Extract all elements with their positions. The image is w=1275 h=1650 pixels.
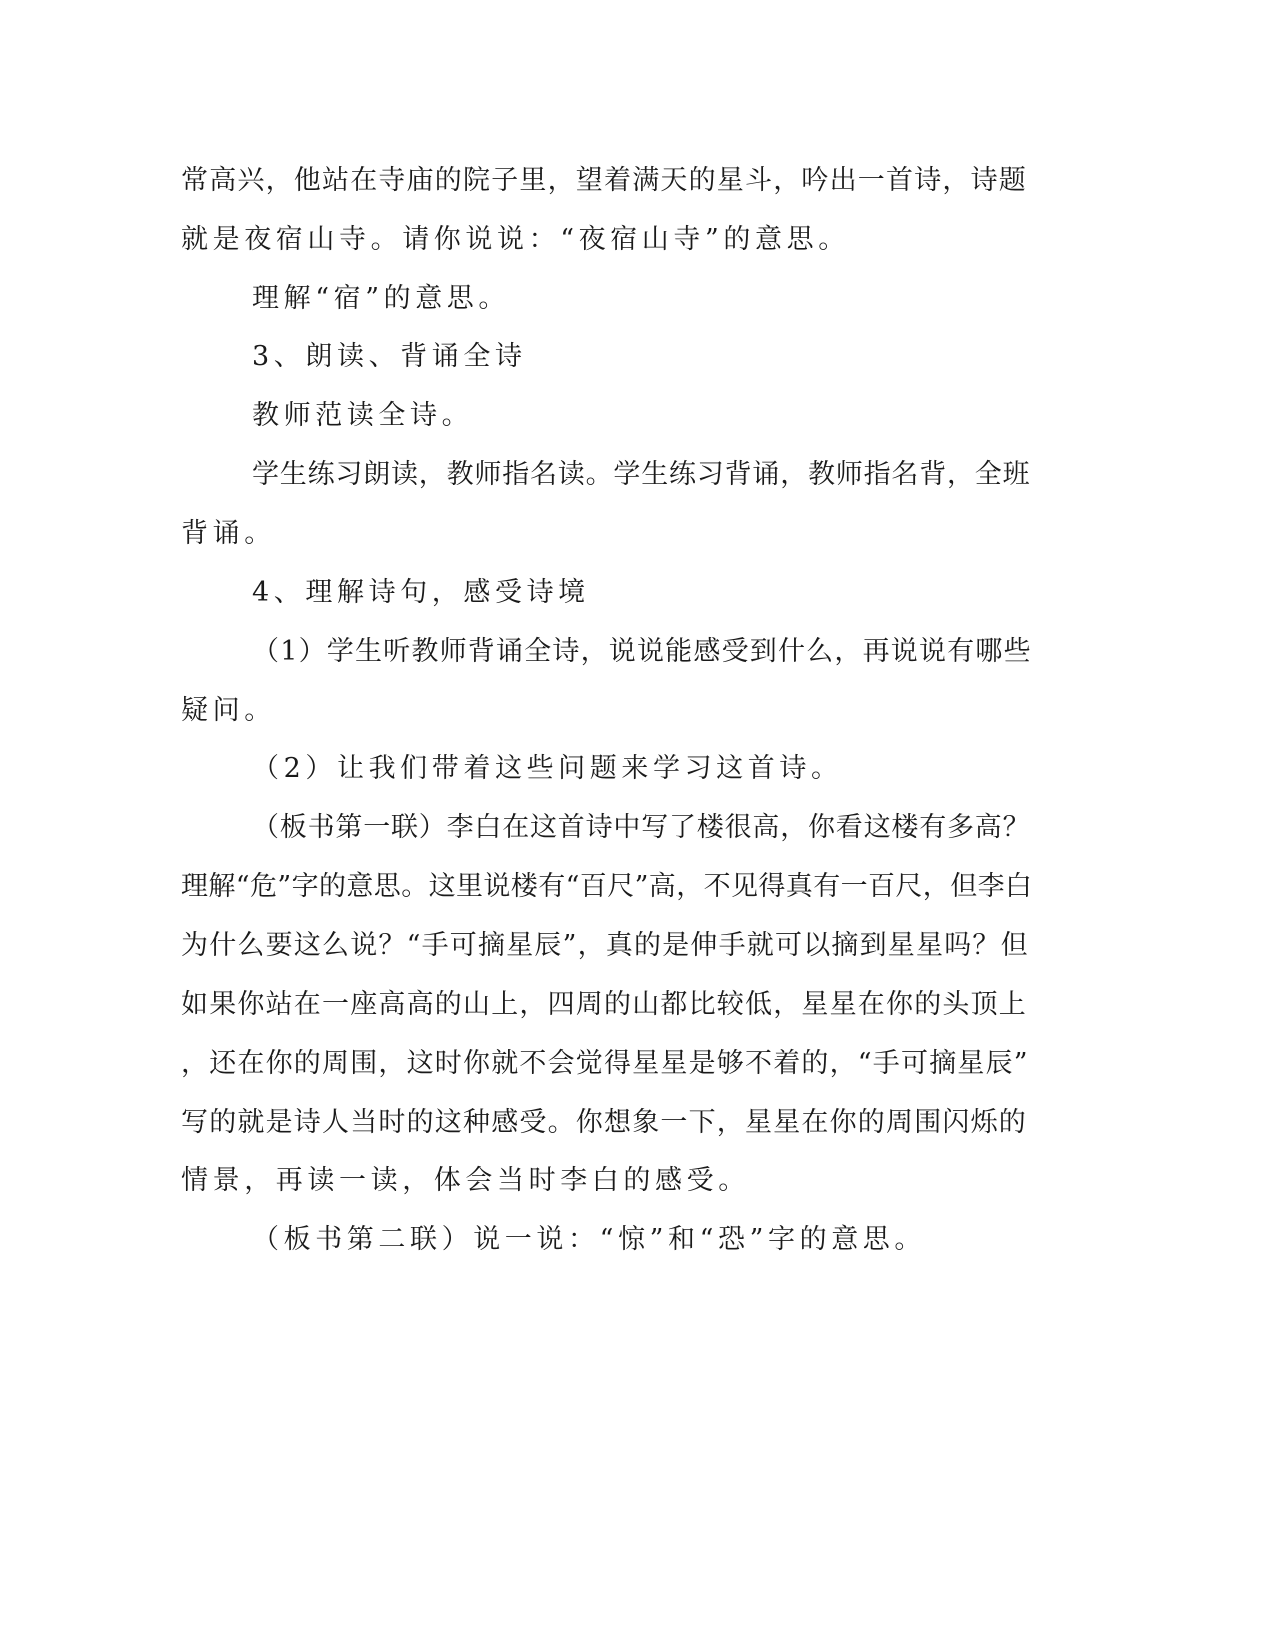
text-line-9: （1）学生听教师背诵全诗，说说能感受到什么，再说说有哪些 [252,636,1032,667]
text-line-3: 理解“宿”的意思。 [252,283,511,314]
text-line-14: 为什么要这么说？“手可摘星辰”，真的是伸手就可以摘到星星吗？但 [181,930,1029,961]
text-line-2: 就是夜宿山寺。请你说说：“夜宿山寺”的意思。 [181,224,850,255]
text-line-1: 常高兴，他站在寺庙的院子里，望着满天的星斗，吟出一首诗，诗题 [181,165,1027,196]
text-line-13: 理解“危”字的意思。这里说楼有“百尺”高，不见得真有一百尺，但李白 [181,871,1033,902]
text-line-7: 背诵。 [181,518,276,549]
text-line-17: 写的就是诗人当时的这种感受。你想象一下，星星在你的周围闪烁的 [181,1107,1027,1138]
text-line-12: （板书第一联）李白在这首诗中写了楼很高，你看这楼有多高？ [252,812,1031,843]
text-line-6: 学生练习朗读，教师指名读。学生练习背诵，教师指名背，全班 [252,459,1031,490]
text-line-4: 3、朗读、背诵全诗 [252,341,527,372]
text-line-10: 疑问。 [181,695,276,726]
text-line-15: 如果你站在一座高高的山上，四周的山都比较低，星星在你的头顶上 [181,989,1027,1020]
text-line-18: 情景，再读一读，体会当时李白的感受。 [181,1165,750,1196]
text-line-8: 4、理解诗句，感受诗境 [252,577,590,608]
text-line-19: （板书第二联）说一说：“惊”和“恐”字的意思。 [252,1224,927,1255]
text-line-11: （2）让我们带着这些问题来学习这首诗。 [252,753,843,784]
text-line-16: ，还在你的周围，这时你就不会觉得星星是够不着的，“手可摘星辰” [181,1048,1029,1079]
text-line-5: 教师范读全诗。 [252,400,474,431]
